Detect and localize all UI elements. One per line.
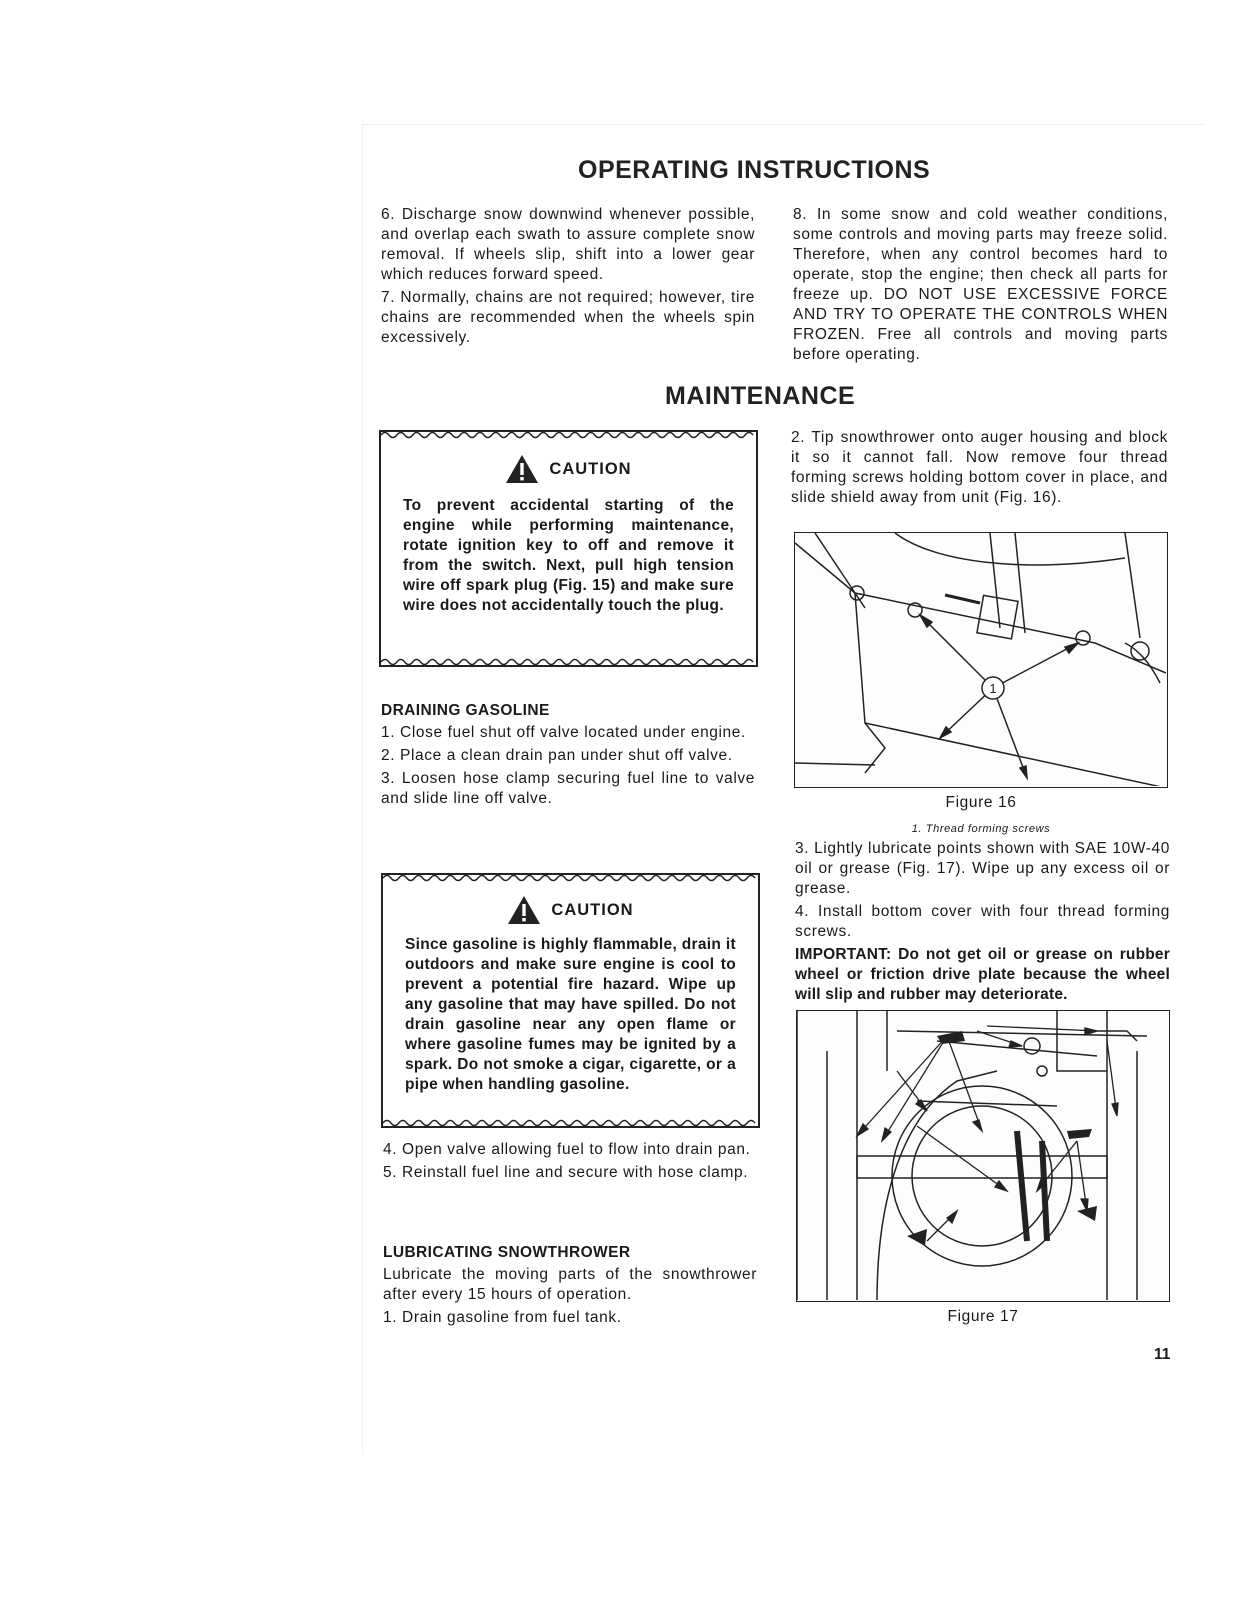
caution-border-bottom xyxy=(383,1118,758,1128)
important-note: IMPORTANT: Do not get oil or grease on rubber wheel or friction drive plate because the wheel will slip and rubber may deteriorate. xyxy=(795,946,1170,1003)
caution-border-bottom xyxy=(381,657,756,667)
warning-triangle-icon xyxy=(505,454,539,484)
figure-17-caption: Figure 17 xyxy=(947,1308,1019,1325)
lubricating-section xyxy=(383,1243,757,1331)
caution-text: To prevent accidental starting of the engine while performing maintenance, rotate ignition key to off and remove it from the switch. Next, pull high tension wire off spark plug (Fig. 15) and make sure wire does not accidentally touch the plug. xyxy=(403,497,734,614)
figure-16-note: 1. Thread forming screws xyxy=(911,823,1051,835)
operating-left-column xyxy=(381,205,755,351)
operating-step-6: 6. Discharge snow downwind whenever possible, and overlap each swath to assure complete snow removal. If wheels slip, shift into a lower gear which reduces forward speed. xyxy=(381,206,755,283)
draining-step-5: 5. Reinstall fuel line and secure with hose clamp. xyxy=(383,1164,749,1181)
warning-triangle-icon xyxy=(507,895,541,925)
draining-section xyxy=(381,701,755,812)
caution-box-ignition xyxy=(379,430,758,667)
draining-step-3: 3. Loosen hose clamp securing fuel line to valve and slide line off valve. xyxy=(381,770,755,807)
draining-continued xyxy=(383,1140,757,1186)
figure-17-image xyxy=(796,1010,1170,1302)
figure-16-image xyxy=(794,532,1168,788)
lubricating-heading: LUBRICATING SNOWTHROWER xyxy=(383,1244,631,1261)
lubricating-intro: Lubricate the moving parts of the snowthrower after every 15 hours of operation. xyxy=(383,1266,757,1303)
caution-text: Since gasoline is highly flammable, drain it outdoors and make sure engine is cool to prevent a potential fire hazard. Wipe up any gasoline that may have spilled. Do not drain gasoline near any open flame or where gasoline fumes may be ignited by a spark. Do not smoke a cigar, cigarette, or a pipe when handling gasoline. xyxy=(405,936,736,1093)
figure-16-caption: Figure 16 xyxy=(945,794,1017,811)
lubricating-step-2: 2. Tip snowthrower onto auger housing and block it so it cannot fall. Now remove four thread forming screws holding bottom cover in place, and slide shield away from unit (Fig. 16). xyxy=(791,429,1168,506)
caution-heading xyxy=(405,895,736,925)
snowthrower-underside-diagram xyxy=(795,533,1166,786)
caution-heading xyxy=(403,454,734,484)
caution-border-top xyxy=(383,873,758,883)
lubricating-step-2-block xyxy=(791,428,1168,511)
lubricating-step-4: 4. Install bottom cover with four thread forming screws. xyxy=(795,903,1170,940)
draining-step-2: 2. Place a clean drain pan under shut off valve. xyxy=(381,747,733,764)
lubricating-step-3: 3. Lightly lubricate points shown with SAE 10W-40 oil or grease (Fig. 17). Wipe up any excess oil or grease. xyxy=(795,840,1170,897)
operating-instructions-title: OPERATING INSTRUCTIONS xyxy=(578,156,931,184)
draining-step-1: 1. Close fuel shut off valve located under engine. xyxy=(381,724,746,741)
callout-number: 1 xyxy=(989,681,997,696)
caution-border-top xyxy=(381,430,756,440)
caution-box-gasoline xyxy=(381,873,760,1128)
maintenance-title: MAINTENANCE xyxy=(665,382,856,410)
operating-step-8: 8. In some snow and cold weather conditions, some controls and moving parts may freeze solid. Therefore, when any control becomes hard to operate, stop the engine; then check all parts for freeze up. DO NOT USE EXCESSIVE FORCE AND TRY TO OPERATE THE CONTROLS WHEN FROZEN. Free all controls and moving parts before operating. xyxy=(793,206,1168,363)
caution-label: CAUTION xyxy=(549,459,632,478)
lubrication-points-diagram xyxy=(797,1011,1168,1300)
caution-label: CAUTION xyxy=(551,900,634,919)
page-number: 11 xyxy=(1154,1346,1171,1363)
operating-step-7: 7. Normally, chains are not required; however, tire chains are recommended when the wheels spin excessively. xyxy=(381,289,755,346)
operating-right-column xyxy=(793,205,1168,368)
lubricating-steps-3-4 xyxy=(795,839,1170,1008)
lubricating-step-1: 1. Drain gasoline from fuel tank. xyxy=(383,1309,622,1326)
draining-step-4: 4. Open valve allowing fuel to flow into drain pan. xyxy=(383,1141,751,1158)
draining-heading: DRAINING GASOLINE xyxy=(381,702,550,719)
